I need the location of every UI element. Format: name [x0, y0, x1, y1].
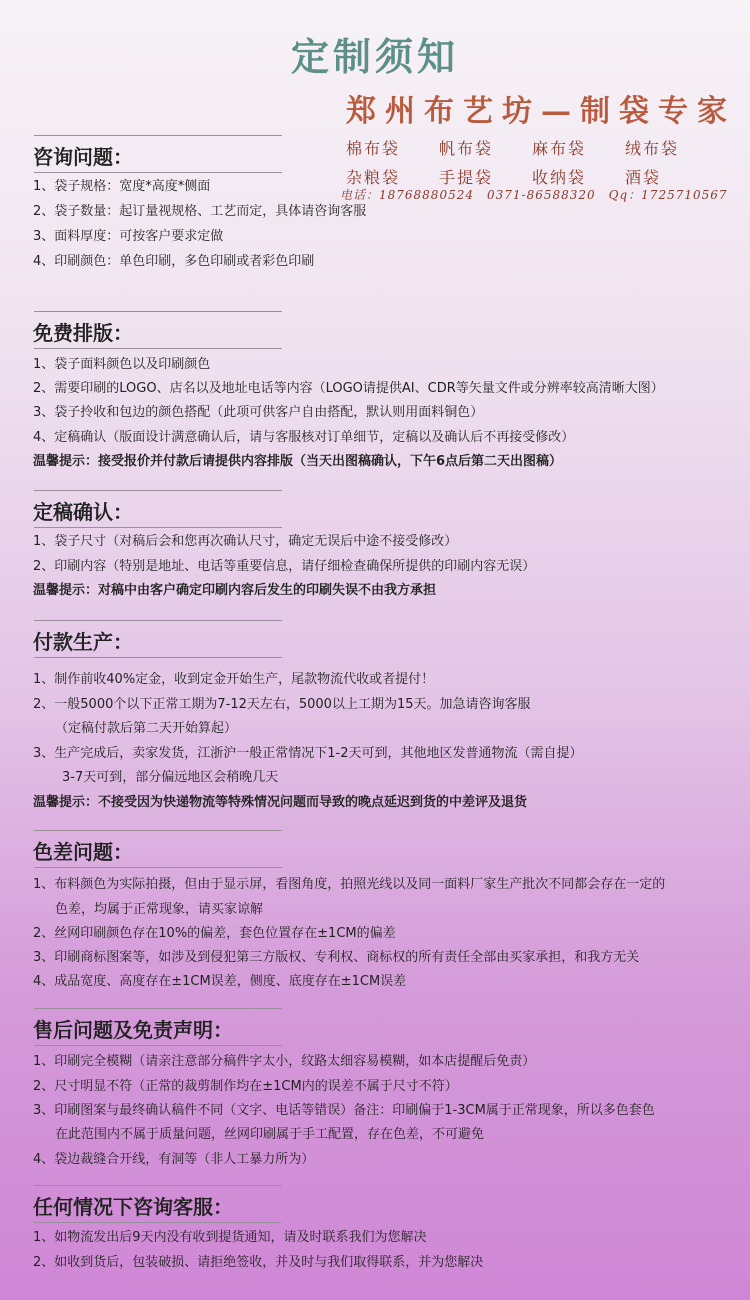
product-item: 手提袋: [439, 168, 494, 187]
list-item: 1、袋子规格：宽度*高度*侧面: [33, 179, 211, 194]
product-item: 麻布袋: [532, 139, 587, 158]
list-item: 3、面料厚度：可按客户要求定做: [33, 229, 224, 244]
product-item: 杂粮袋: [346, 168, 401, 187]
divider: [34, 311, 282, 312]
product-item: 收纳袋: [532, 168, 587, 187]
list-item: 2、如收到货后，包装破损、请拒绝签收，并及时与我们取得联系，并为您解决: [33, 1255, 484, 1270]
section-title: 售后问题及免责声明：: [33, 1018, 233, 1042]
list-item: 1、布料颜色为实际拍摄，但由于显示屏，看图角度，拍照光线以及同一面料厂家生产批次不同都会存在一定的: [33, 877, 666, 892]
divider: [34, 135, 282, 136]
list-item: 色差，均属于正常现象，请买家谅解: [55, 902, 264, 917]
list-item: 2、印刷内容（特别是地址、电话等重要信息，请仔细检查确保所提供的印刷内容无误）: [33, 559, 536, 574]
section-title: 咨询问题：: [33, 145, 133, 169]
divider: [34, 527, 282, 528]
divider: [34, 867, 282, 868]
list-item: 2、需要印刷的LOGO、店名以及地址电话等内容（LOGO请提供AI、CDR等矢量文件或分辨率较高清晰大图）: [33, 381, 664, 396]
list-item: 4、印刷颜色：单色印刷，多色印刷或者彩色印刷: [33, 254, 315, 269]
divider: [34, 348, 282, 349]
list-item: 在此范围内不属于质量问题，丝网印刷属于手工配置，存在色差，不可避免: [55, 1127, 485, 1142]
list-item: 1、制作前收40%定金，收到定金开始生产，尾款物流代收或者提付！: [33, 672, 435, 687]
divider: [34, 490, 282, 491]
list-item: 1、印刷完全模糊（请亲注意部分稿件字太小，纹路太细容易模糊，如本店提醒后免责）: [33, 1054, 536, 1069]
page-title: 定制须知: [290, 35, 459, 79]
list-item: 4、袋边裁缝合开线，有洞等（非人工暴力所为）: [33, 1152, 315, 1167]
list-item: 4、定稿确认（版面设计满意确认后，请与客服核对订单细节，定稿以及确认后不再接受修改）: [33, 430, 575, 445]
warm-tip: 温馨提示：对稿中由客户确定印刷内容后发生的印刷失误不由我方承担: [33, 583, 437, 598]
contact-info: 电话：18768880524 0371-86588320 Qq：1725710567: [340, 188, 728, 202]
divider: [34, 1045, 282, 1046]
product-item: 酒袋: [625, 168, 662, 187]
list-item: 2、一般5000个以下正常工期为7-12天左右，5000以上工期为15天。加急请咨询客服: [33, 697, 531, 712]
divider: [34, 172, 282, 173]
list-item: 1、袋子面料颜色以及印刷颜色: [33, 357, 211, 372]
list-item: 3、印刷图案与最终确认稿件不同（文字、电话等错误）备注：印刷偏于1-3CM属于正常现象，所以多色套色: [33, 1103, 655, 1118]
list-item: （定稿付款后第二天开始算起）: [55, 721, 238, 736]
divider: [34, 1185, 282, 1186]
divider: [34, 620, 282, 621]
section-title: 色差问题：: [33, 840, 133, 864]
section-title: 定稿确认：: [33, 500, 133, 524]
divider: [34, 1222, 282, 1223]
divider: [34, 1008, 282, 1009]
list-item: 2、尺寸明显不符（正常的裁剪制作均在±1CM内的误差不属于尺寸不符）: [33, 1079, 458, 1094]
list-item: 2、丝网印刷颜色存在10%的偏差，套色位置存在±1CM的偏差: [33, 926, 396, 941]
section-title: 免费排版：: [33, 321, 133, 345]
list-item: 3、印刷商标图案等，如涉及到侵犯第三方版权、专利权、商标权的所有责任全部由买家承担，和我方无关: [33, 950, 640, 965]
list-item: 3、生产完成后，卖家发货，江浙沪一般正常情况下1-2天可到，其他地区发普通物流（需自提）: [33, 746, 583, 761]
shop-name: 郑州布艺坊—制袋专家: [346, 94, 736, 129]
product-item: 绒布袋: [625, 139, 680, 158]
warm-tip: 温馨提示：不接受因为快递物流等特殊情况问题而导致的晚点延迟到货的中差评及退货: [33, 795, 528, 810]
list-item: 2、袋子数量：起订量视规格、工艺而定，具体请咨询客服: [33, 204, 367, 219]
shop-banner: [340, 82, 736, 210]
product-list: [346, 136, 718, 188]
list-item: 4、成品宽度、高度存在±1CM误差，侧度、底度存在±1CM误差: [33, 974, 407, 989]
list-item: 1、如物流发出后9天内没有收到提货通知，请及时联系我们为您解决: [33, 1230, 427, 1245]
divider: [34, 830, 282, 831]
product-item: 棉布袋: [346, 139, 401, 158]
section-title: 任何情况下咨询客服：: [33, 1195, 233, 1219]
product-item: 帆布袋: [439, 139, 494, 158]
list-item: 1、袋子尺寸（对稿后会和您再次确认尺寸，确定无误后中途不接受修改）: [33, 534, 458, 549]
section-title: 付款生产：: [33, 630, 133, 654]
divider: [34, 657, 282, 658]
list-item: 3、袋子拎收和包边的颜色搭配（此项可供客户自由搭配，默认则用面料铜色）: [33, 405, 484, 420]
warm-tip: 温馨提示：接受报价并付款后请提供内容排版（当天出图稿确认，下午6点后第二天出图稿）: [33, 454, 563, 469]
list-item: 3-7天可到，部分偏远地区会稍晚几天: [62, 770, 279, 785]
